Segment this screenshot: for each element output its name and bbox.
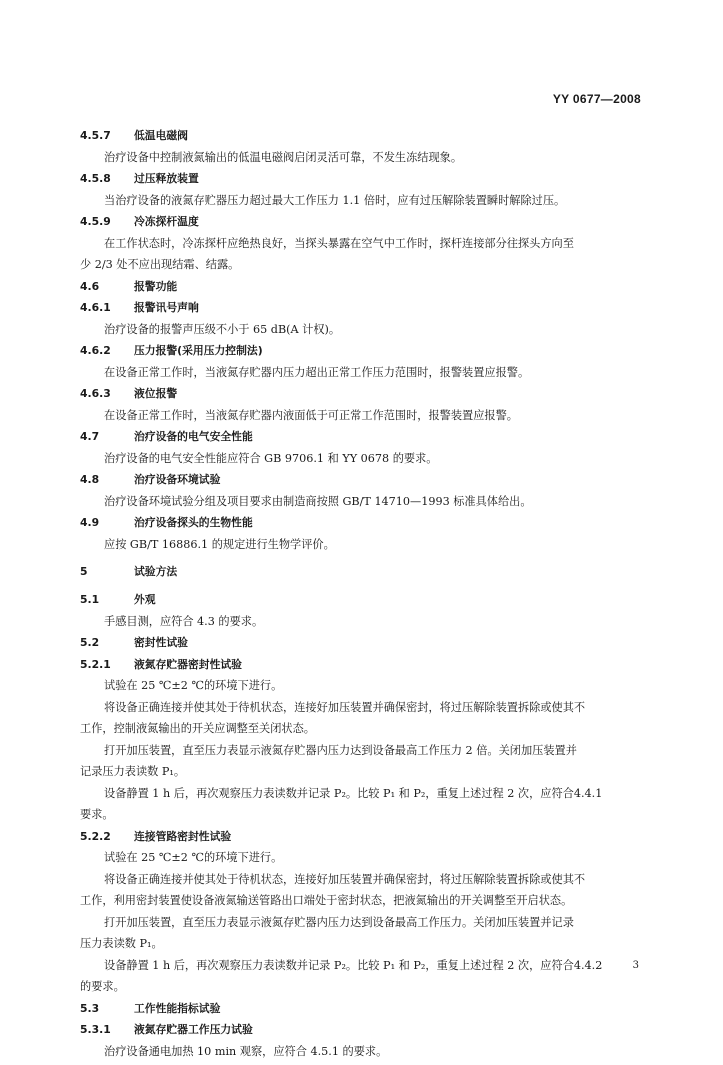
clause-number: 4.9 [80,515,128,531]
clause-heading [80,300,650,322]
body-text-line: 手感目测，应符合 4.3 的要求。 [80,614,650,636]
clause-heading [80,635,650,657]
body-text-line: 工作，控制液氮输出的开关应调整至关闭状态。 [80,721,650,743]
clause-heading [80,829,650,851]
body-text-line: 打开加压装置，直至压力表显示液氮存贮器内压力达到设备最高工作压力 2 倍。关闭加压装置并 [80,743,650,765]
standard-code: YY 0677—2008 [553,92,641,106]
clause-number: 4.6.3 [80,386,128,402]
page-number: 3 [633,960,639,971]
body-text-line: 的要求。 [80,979,650,1001]
clause-title: 过压释放装置 [134,172,199,185]
clause-heading [80,1001,650,1023]
clause-heading [80,592,650,614]
clause-heading [80,279,650,301]
body-text-line: 试验在 25 ℃±2 ℃的环境下进行。 [80,678,650,700]
clause-number: 4.6 [80,279,128,295]
clause-title: 液氮存贮器密封性试验 [134,658,242,671]
clause-title: 治疗设备环境试验 [134,473,220,486]
clause-title: 报警功能 [134,280,177,293]
body-text-line: 治疗设备通电加热 10 min 观察，应符合 4.5.1 的要求。 [80,1044,650,1065]
clause-number: 4.8 [80,472,128,488]
clause-number: 5.2 [80,635,128,651]
body-text-line: 将设备正确连接并使其处于待机状态，连接好加压装置并确保密封，将过压解除装置拆除或使其不 [80,700,650,722]
clause-number: 4.7 [80,429,128,445]
body-text-line: 治疗设备的报警声压级不小于 65 dB(A 计权)。 [80,322,650,344]
body-text-line: 治疗设备的电气安全性能应符合 GB 9706.1 和 YY 0678 的要求。 [80,451,650,473]
body-text-line: 治疗设备中控制液氮输出的低温电磁阀启闭灵活可靠，不发生冻结现象。 [80,150,650,172]
body-text-line: 少 2/3 处不应出现结霜、结露。 [80,257,650,279]
clause-number: 5.2.2 [80,829,128,845]
clause-title: 冷冻探杆温度 [134,215,199,228]
body-text-line: 要求。 [80,807,650,829]
clause-heading [80,386,650,408]
clause-heading [80,1022,650,1044]
clause-title: 液氮存贮器工作压力试验 [134,1023,253,1036]
clause-number: 4.6.2 [80,343,128,359]
body-text-line: 试验在 25 ℃±2 ℃的环境下进行。 [80,850,650,872]
body-text-line: 当治疗设备的液氮存贮器压力超过最大工作压力 1.1 倍时，应有过压解除装置瞬时解除过压。 [80,193,650,215]
body-text-line: 设备静置 1 h 后，再次观察压力表读数并记录 P₂。比较 P₁ 和 P₂，重复上述过程 2 次，应符合4.4.2 [80,958,650,980]
body-text-line: 记录压力表读数 P₁。 [80,764,650,786]
clause-number: 4.5.7 [80,128,128,144]
clause-heading [80,515,650,537]
clause-title: 报警讯号声响 [134,301,199,314]
clause-title: 密封性试验 [134,636,188,649]
clause-number: 4.5.9 [80,214,128,230]
body-text-line: 设备静置 1 h 后，再次观察压力表读数并记录 P₂。比较 P₁ 和 P₂，重复上述过程 2 次，应符合4.4.1 [80,786,650,808]
clause-title: 液位报警 [134,387,177,400]
section-heading [80,558,650,592]
clause-number: 5.3.1 [80,1022,128,1038]
clause-heading [80,472,650,494]
clause-heading [80,214,650,236]
clause-number: 4.6.1 [80,300,128,316]
clause-title: 试验方法 [134,565,177,578]
body-text-line: 将设备正确连接并使其处于待机状态，连接好加压装置并确保密封，将过压解除装置拆除或使其不 [80,872,650,894]
clause-heading [80,429,650,451]
body-text-line: 工作，利用密封装置使设备液氮输送管路出口端处于密封状态，把液氮输出的开关调整至开启状态。 [80,893,650,915]
clause-number: 5.3 [80,1001,128,1017]
clause-title: 低温电磁阀 [134,129,188,142]
clause-heading [80,657,650,679]
clause-number: 5.2.1 [80,657,128,673]
clause-number: 5 [80,564,128,580]
clause-number: 5.1 [80,592,128,608]
document-body [80,128,650,1065]
clause-heading [80,343,650,365]
body-text-line: 在设备正常工作时，当液氮存贮器内压力超出正常工作压力范围时，报警装置应报警。 [80,365,650,387]
clause-number: 4.5.8 [80,171,128,187]
clause-title: 连接管路密封性试验 [134,830,231,843]
clause-title: 工作性能指标试验 [134,1002,220,1015]
clause-title: 外观 [134,593,156,606]
body-text-line: 治疗设备环境试验分组及项目要求由制造商按照 GB/T 14710—1993 标准具体给出。 [80,494,650,516]
clause-title: 治疗设备的电气安全性能 [134,430,253,443]
clause-title: 治疗设备探头的生物性能 [134,516,253,529]
clause-title: 压力报警(采用压力控制法) [134,344,263,357]
clause-heading [80,171,650,193]
body-text-line: 在设备正常工作时，当液氮存贮器内液面低于可正常工作范围时，报警装置应报警。 [80,408,650,430]
body-text-line: 在工作状态时，冷冻探杆应绝热良好，当探头暴露在空气中工作时，探杆连接部分往探头方向至 [80,236,650,258]
clause-heading [80,128,650,150]
body-text-line: 打开加压装置，直至压力表显示液氮存贮器内压力达到设备最高工作压力。关闭加压装置并记录 [80,915,650,937]
body-text-line: 应按 GB/T 16886.1 的规定进行生物学评价。 [80,537,650,559]
body-text-line: 压力表读数 P₁。 [80,936,650,958]
